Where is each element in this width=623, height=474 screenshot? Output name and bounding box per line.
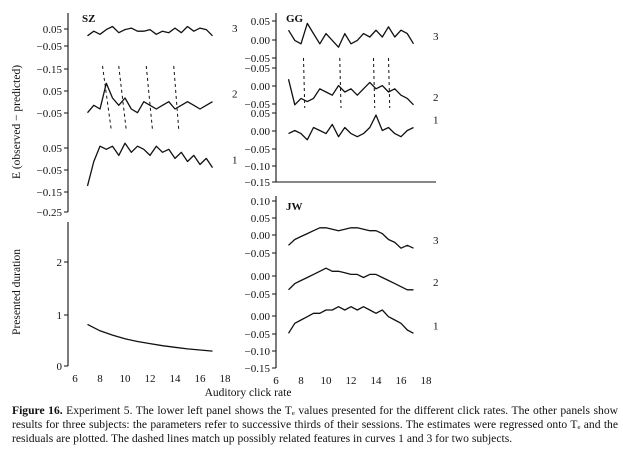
te-x-tick-label: 14 <box>169 373 181 385</box>
gg-panel-label: GG <box>286 13 304 25</box>
gg-y-tick-label: −0.05 <box>244 63 270 75</box>
sz-y-tick-label: 0.05 <box>42 143 62 155</box>
caption-text: Experiment 5. The lower left panel shows the Tₑ values presented for the different click rates. The other panels show results for three subjects: the parameters refer to successive thirds of their sessions. The estimates were regressed onto Tₑ and the residuals are plotted. The dashed lines match up possibly related features in curves 1 and 3 for two subjects. <box>12 404 618 446</box>
figure-caption <box>12 404 618 447</box>
jw-y-tick-label: −0.05 <box>244 329 270 341</box>
sz-y-tick-label: −0.15 <box>36 187 62 199</box>
gg-y-tick-label: 0.00 <box>250 81 270 93</box>
jw-x-tick-label: 12 <box>345 375 357 387</box>
gg-curve-2 <box>289 79 414 105</box>
gg-y-tick-label: −0.15 <box>244 177 270 189</box>
jw-y-tick-label: 0.05 <box>250 213 270 225</box>
gg-curve-label-3: 3 <box>433 30 439 43</box>
te-x-tick-label: 6 <box>72 373 78 385</box>
sz-panel-label: SZ <box>82 13 96 25</box>
gg-curve-3 <box>289 23 414 47</box>
jw-x-tick-label: 8 <box>298 375 304 387</box>
sz-y-tick-label: −0.25 <box>36 207 62 219</box>
gg-y-tick-label: 0.05 <box>250 108 270 120</box>
jw-y-tick-label: 0.00 <box>250 271 270 283</box>
jw-x-tick-label: 10 <box>320 375 332 387</box>
sz-y-tick-label: −0.05 <box>36 41 62 53</box>
jw-y-tick-label: −0.10 <box>244 346 270 358</box>
te-y-tick-label: 2 <box>56 257 62 269</box>
jw-y-tick-label: 0.00 <box>250 230 270 242</box>
gg-curve-1 <box>289 115 414 140</box>
sz-dashed-link <box>146 66 152 130</box>
jw-x-tick-label: 14 <box>370 375 382 387</box>
sz-y-tick-label: 0.05 <box>42 86 62 98</box>
x-axis-title: Auditory click rate <box>204 387 292 399</box>
gg-y-tick-label: 0.00 <box>250 35 270 47</box>
sz-curve-3 <box>88 27 213 36</box>
y-axis-title-presented-duration: Presented duration <box>11 249 23 335</box>
gg-y-tick-label: −0.10 <box>244 161 270 173</box>
jw-x-tick-label: 18 <box>420 375 432 387</box>
gg-y-tick-label: 0.05 <box>250 16 270 28</box>
sz-y-tick-label: −0.15 <box>36 64 62 76</box>
te-y-tick-label: 1 <box>56 310 62 322</box>
jw-x-tick-label: 6 <box>273 375 279 387</box>
jw-curve-2 <box>289 268 414 290</box>
y-axis-title-residuals: E (observed − predicted) <box>11 64 23 180</box>
sz-dashed-link <box>174 66 179 130</box>
gg-y-tick-label: 0.00 <box>250 126 270 138</box>
jw-curve-label-2: 2 <box>433 276 439 289</box>
jw-y-tick-label: −0.05 <box>244 289 270 301</box>
sz-curve-1 <box>88 143 213 186</box>
jw-x-tick-label: 16 <box>395 375 407 387</box>
sz-y-tick-label: 0.05 <box>42 24 62 36</box>
gg-dashed-link <box>374 58 375 108</box>
jw-curve-3 <box>289 228 414 248</box>
te-curve <box>88 324 213 351</box>
gg-y-tick-label: −0.05 <box>244 99 270 111</box>
gg-dashed-link <box>389 58 390 108</box>
sz-curve-label-1: 1 <box>232 154 238 167</box>
gg-curve-label-2: 2 <box>433 91 439 104</box>
gg-y-tick-label: −0.05 <box>244 53 270 65</box>
jw-y-tick-label: 0.10 <box>250 196 270 208</box>
te-x-tick-label: 18 <box>219 373 231 385</box>
jw-curve-1 <box>289 307 414 334</box>
jw-curve-label-1: 1 <box>433 320 439 333</box>
te-x-tick-label: 12 <box>144 373 156 385</box>
gg-dashed-link <box>340 58 341 108</box>
text-layer <box>37 13 439 387</box>
te-x-tick-label: 8 <box>97 373 103 385</box>
gg-y-tick-label: −0.05 <box>244 144 270 156</box>
sz-dashed-link <box>103 66 112 130</box>
caption-label: Figure 16. <box>12 404 63 417</box>
jw-curve-label-3: 3 <box>433 235 439 248</box>
te-x-tick-label: 16 <box>194 373 206 385</box>
jw-y-tick-label: −0.15 <box>244 363 270 375</box>
jw-panel-label: JW <box>286 201 303 213</box>
jw-y-tick-label: 0.00 <box>250 311 270 323</box>
te-x-tick-label: 10 <box>119 373 131 385</box>
sz-curve-label-2: 2 <box>232 88 238 101</box>
sz-y-tick-label: −0.05 <box>36 108 62 120</box>
te-y-tick-label: 0 <box>56 361 62 373</box>
sz-curve-label-3: 3 <box>232 22 238 35</box>
gg-curve-label-1: 1 <box>433 114 439 127</box>
jw-y-tick-label: −0.05 <box>244 248 270 260</box>
gg-dashed-link <box>304 58 305 108</box>
sz-y-tick-label: −0.05 <box>36 165 62 177</box>
